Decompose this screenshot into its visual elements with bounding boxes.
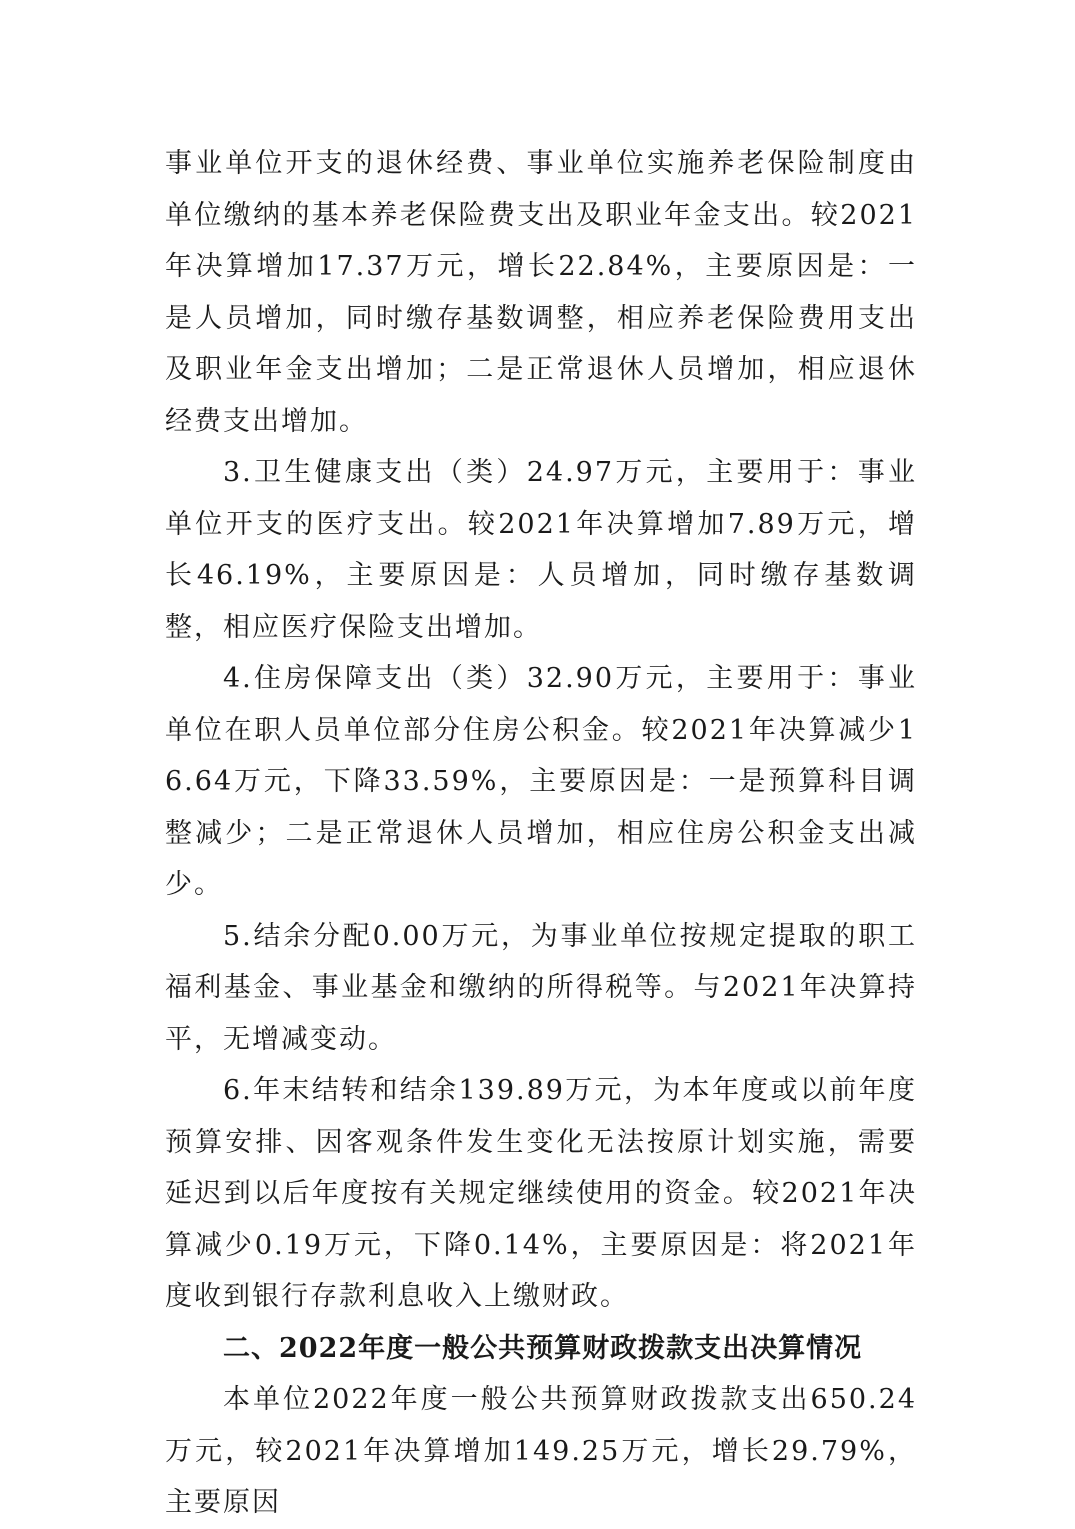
paragraph-general-budget: 本单位2022年度一般公共预算财政拨款支出650.24万元，较2021年决算增加149.25万元，增长29.79%，主要原因	[165, 1384, 917, 1518]
paragraph-health-expenditure: 3.卫生健康支出（类）24.97万元，主要用于：事业单位开支的医疗支出。较2021年决算增加7.89万元，增长46.19%，主要原因是：人员增加，同时缴存基数调整，相应医疗保险支出增加。	[165, 457, 917, 643]
paragraph-housing-expenditure: 4.住房保障支出（类）32.90万元，主要用于：事业单位在职人员单位部分住房公积金。较2021年决算减少16.64万元，下降33.59%，主要原因是：一是预算科目调整减少；二是正常退休人员增加，相应住房公积金支出减少。	[165, 663, 917, 900]
paragraph-year-end-balance: 6.年末结转和结余139.89万元，为本年度或以前年度预算安排、因客观条件发生变化无法按原计划实施，需要延迟到以后年度按有关规定继续使用的资金。较2021年决算减少0.19万元，下降0.14%，主要原因是：将2021年度收到银行存款利息收入上缴财政。	[165, 1075, 917, 1312]
section-heading: 二、2022年度一般公共预算财政拨款支出决算情况	[223, 1332, 863, 1364]
paragraph-surplus-distribution: 5.结余分配0.00万元，为事业单位按规定提取的职工福利基金、事业基金和缴纳的所得税等。与2021年决算持平，无增减变动。	[165, 920, 917, 1055]
document-body	[165, 138, 917, 1529]
paragraph-pension-continued: 事业单位开支的退休经费、事业单位实施养老保险制度由单位缴纳的基本养老保险费支出及职业年金支出。较2021年决算增加17.37万元，增长22.84%，主要原因是：一是人员增加，同时缴存基数调整，相应养老保险费用支出及职业年金支出增加；二是正常退休人员增加，相应退休经费支出增加。	[165, 148, 917, 437]
